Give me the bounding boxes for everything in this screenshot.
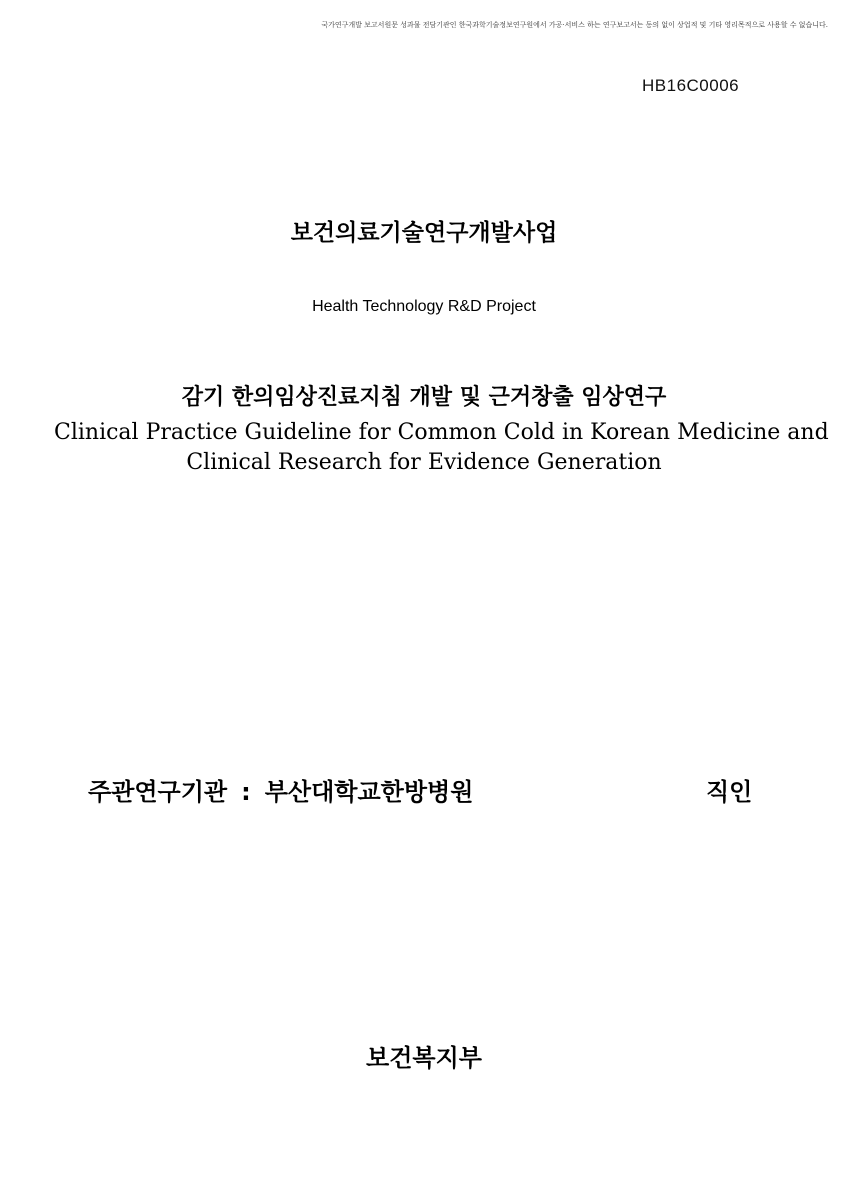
- report-title-korean: 감기 한의임상진료지침 개발 및 근거창출 임상연구: [181, 385, 667, 410]
- institution-separator: :: [241, 778, 251, 806]
- report-code: HB16C0006: [642, 76, 740, 95]
- report-title-english: [54, 418, 829, 478]
- official-seal-label: 직인: [706, 778, 753, 806]
- program-name-korean: 보건의료기술연구개발사업: [290, 220, 558, 246]
- ministry-name: 보건복지부: [366, 1044, 482, 1072]
- copyright-notice: 국가연구개발 보고서원문 성과물 전담기관인 한국과학기술정보연구원에서 가공·서비스 하는 연구보고서는 동의 없이 상업적 및 기타 영리목적으로 사용할 수 없습니다.: [321, 21, 828, 29]
- institution-name: 부산대학교한방병원: [264, 778, 474, 806]
- institution-label: 주관연구기관: [88, 778, 228, 806]
- program-name-english: Health Technology R&D Project: [312, 298, 536, 315]
- report-title-english-line2: Clinical Research for Evidence Generation: [186, 450, 662, 475]
- report-title-english-line1: Clinical Practice Guideline for Common Cold in Korean Medicine and: [54, 420, 829, 445]
- lead-institution: [88, 772, 473, 807]
